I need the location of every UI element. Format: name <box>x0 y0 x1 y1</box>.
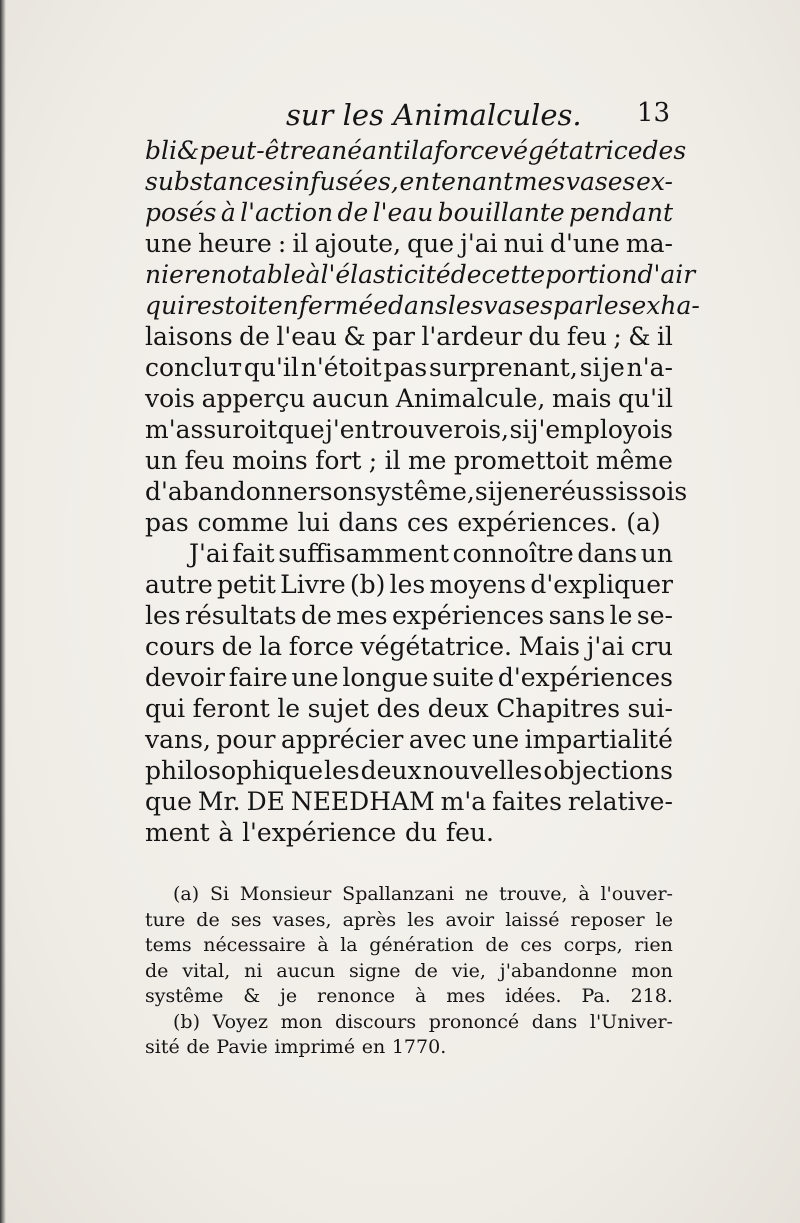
text-line: autre petit Livre (b) les moyens d'expliquer <box>145 570 673 599</box>
footnote-line: sité de Pavie imprimé en 1770. <box>145 1036 447 1058</box>
main-text <box>145 135 700 848</box>
text-line: qui restoit enfermée dans les vases par les exha- <box>145 291 700 320</box>
text-line: pas comme lui dans ces expériences. (a) <box>145 508 661 537</box>
text-line: vans, pour apprécier avec une impartialité <box>145 725 673 754</box>
text-line: une heure : il ajoute, que j'ai nui d'une ma- <box>145 229 673 258</box>
footnote-line: systême & je renonce à mes idées. Pa. 218. <box>145 985 673 1007</box>
text-line: bli & peut-être anéanti la force végétatrice des <box>145 136 687 165</box>
text-line: laisons de l'eau & par l'ardeur du feu ; & il <box>145 322 673 351</box>
text-line: d'abandonner son systême, si je ne réussissois <box>145 477 688 506</box>
footnote-line: ture de ses vases, après les avoir laissé reposer le <box>145 908 673 931</box>
running-title: sur les Animalcules. <box>286 98 582 132</box>
text-line: ment à l'expérience du feu. <box>145 818 494 847</box>
text-line: qui feront le sujet des deux Chapitres sui- <box>145 694 673 723</box>
footnote-line: (b) Voyez mon discours prononcé dans l'Univer- <box>173 1010 673 1033</box>
footnote-line: (a) Si Monsieur Spallanzani ne trouve, à l'ouver- <box>173 883 673 905</box>
page-number: 13 <box>636 98 670 128</box>
text-line: vois apperçu aucun Animalcule, mais qu'il <box>145 384 673 413</box>
text-line: cours de la force végétatrice. Mais j'ai cru <box>145 632 673 661</box>
text-line: que Mr. DE NEEDHAM m'a faites relative- <box>145 787 673 816</box>
footnotes <box>145 882 673 1061</box>
text-line: substances infusées, en tenant mes vases ex- <box>145 167 673 196</box>
text-line: philosophique les deux nouvelles objections <box>145 756 673 785</box>
text-line: posés à l'action de l'eau bouillante pendant <box>145 198 673 227</box>
text-line: un feu moins fort ; il me promettoit même <box>145 446 673 475</box>
text-line: concluт qu'il n'étoit pas surprenant, si je n'a- <box>145 353 673 382</box>
text-line: les résultats de mes expériences sans le se- <box>145 601 673 630</box>
footnote-line: de vital, ni aucun signe de vie, j'abandonne mon <box>145 959 673 982</box>
text-line: m'assuroit que j'en trouverois, si j'employois <box>145 415 673 444</box>
text-line: devoir faire une longue suite d'expériences <box>145 663 673 692</box>
page-binding-shadow <box>0 0 6 1223</box>
page-header <box>286 98 670 138</box>
text-line: niere notable à l'élasticité de cette portion d'air <box>145 260 696 289</box>
footnote-line: tems nécessaire à la génération de ces corps, rien <box>145 934 673 956</box>
text-line: J'ai fait suffisamment connoître dans un <box>189 539 673 568</box>
